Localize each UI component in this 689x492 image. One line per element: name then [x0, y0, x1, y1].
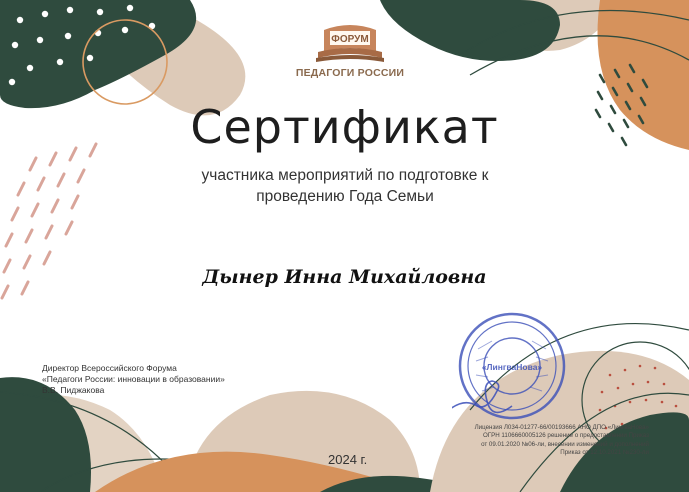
- subtitle-line: проведению Года Семьи: [256, 188, 434, 205]
- certificate-subtitle: [150, 165, 540, 207]
- stamp-seal-icon: [452, 311, 572, 431]
- stamp-center-text: «ЛингваНова»: [481, 362, 543, 372]
- license-line: Приказ от 12.10.2021 №230-ли: [560, 448, 649, 456]
- certificate-title: Сертификат: [190, 100, 499, 154]
- signatory-name: В.В. Пиджакова: [42, 385, 105, 395]
- license-block: [399, 424, 649, 457]
- book-logo-icon: [310, 22, 390, 66]
- signatory-block: [42, 363, 225, 396]
- logo-subtitle: ПЕДАГОГИ РОССИИ: [295, 67, 405, 79]
- signatory-organization: «Педагоги России: инновации в образовании»: [42, 374, 225, 384]
- logo-title-text: ФОРУМ: [331, 34, 369, 45]
- forum-logo: [290, 22, 410, 79]
- license-line: ОГРН 1106660005126 решение о предоставлении Приказ: [482, 432, 649, 440]
- certificate-year: 2024 г.: [328, 452, 368, 467]
- license-line: от 09.01.2020 №06-ли, внесении изменений и дополнений: [481, 440, 649, 448]
- recipient-name: Дынер Инна Михайловна: [202, 266, 487, 288]
- license-line: Лицензия Л034-01277-66/00193666 АНО ДПО «ЛингваНова»: [474, 424, 649, 431]
- signatory-position: Директор Всероссийского Форума: [42, 363, 177, 373]
- subtitle-line: участника мероприятий по подготовке к: [201, 167, 489, 184]
